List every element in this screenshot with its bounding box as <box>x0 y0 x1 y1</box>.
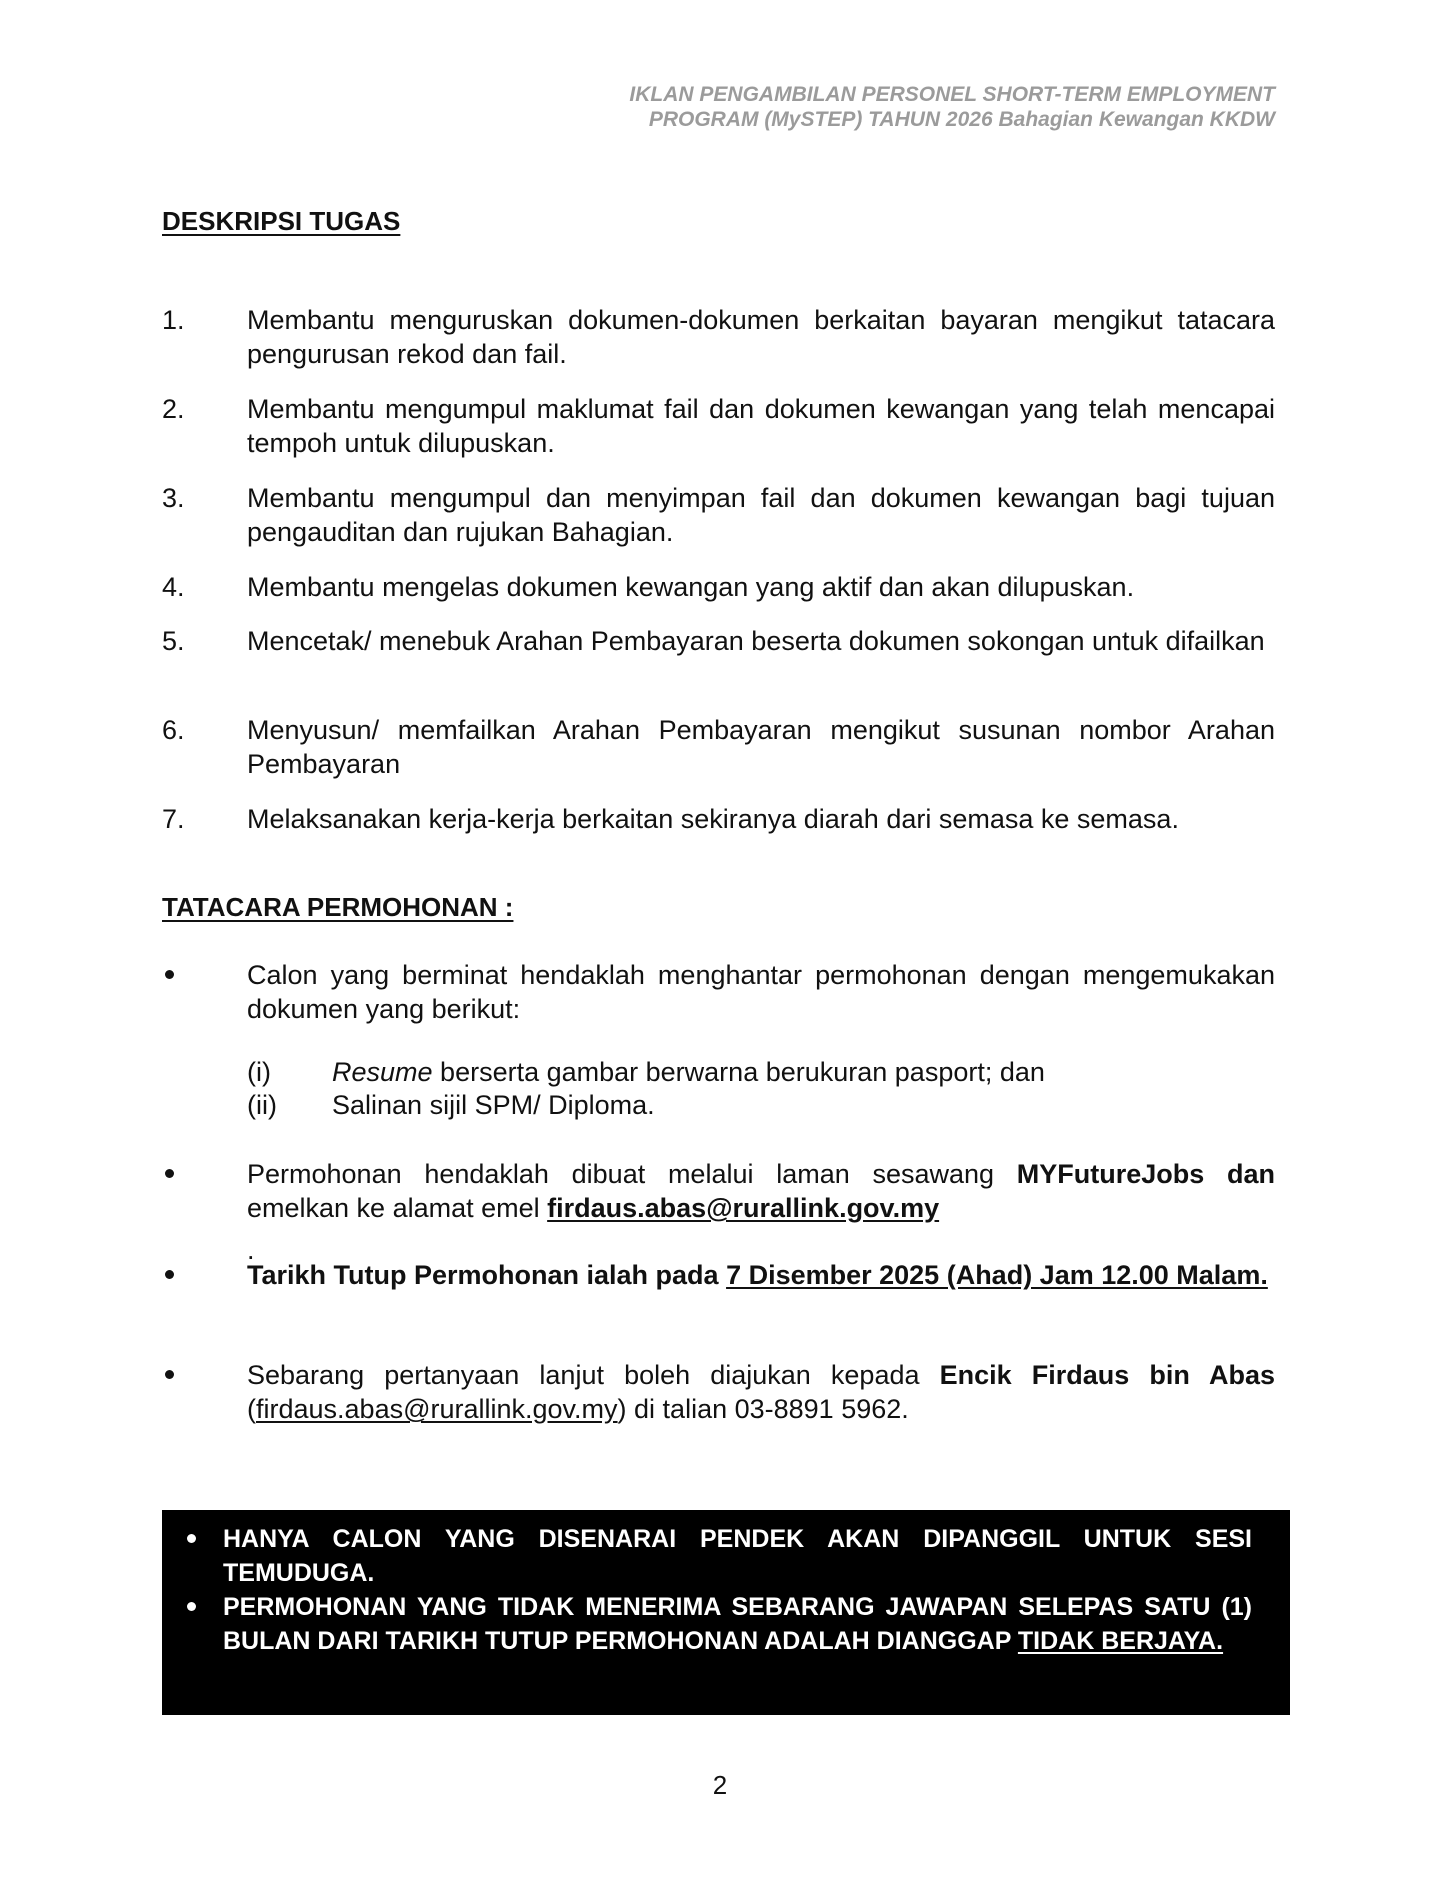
bullet-icon <box>162 1258 177 1292</box>
page-number: 2 <box>712 1770 728 1800</box>
notice-text: HANYA CALON YANG DISENARAI PENDEK AKAN DIPANGGIL UNTUK SESI TEMUDUGA. <box>223 1525 1252 1587</box>
application-bullet-submission <box>162 1157 1275 1267</box>
item-text-rest: berserta gambar berwarna berukuran pasport; dan <box>432 1057 1045 1087</box>
task-text: Membantu menguruskan dokumen-dokumen berkaitan bayaran mengikut tatacara pengurusan rekod dan fail. <box>247 305 1275 369</box>
contact-email-link[interactable]: firdaus.abas@rurallink.gov.my <box>256 1394 618 1424</box>
task-number: 2. <box>162 394 185 424</box>
bullet-text <box>247 1157 1275 1225</box>
task-item-4 <box>162 570 1275 604</box>
task-item-5 <box>162 624 1275 658</box>
task-number: 5. <box>162 626 185 656</box>
task-text: Menyusun/ memfailkan Arahan Pembayaran mengikut susunan nombor Arahan Pembayaran <box>247 715 1275 779</box>
task-number: 4. <box>162 572 185 602</box>
stray-period: . <box>247 1235 255 1265</box>
item-text <box>332 1056 1045 1089</box>
task-item-3 <box>162 481 1275 549</box>
closing-date-value: 7 Disember 2025 (Ahad) Jam 12.00 Malam. <box>726 1260 1268 1290</box>
task-number: 1. <box>162 305 185 335</box>
notice-item-no-response <box>187 1590 1252 1658</box>
bullet-icon <box>162 1157 177 1191</box>
contact-person: Encik Firdaus bin Abas <box>939 1360 1275 1390</box>
task-item-2 <box>162 392 1275 460</box>
bullet-icon <box>187 1522 197 1556</box>
important-notice-box <box>162 1510 1290 1715</box>
item-label: (ii) <box>247 1090 277 1120</box>
closing-date-label: Tarikh Tutup Permohonan ialah pada <box>247 1260 727 1290</box>
application-bullet-closing-date <box>162 1258 1275 1292</box>
task-item-7 <box>162 802 1275 836</box>
email-link[interactable]: firdaus.abas@rurallink.gov.my <box>547 1193 940 1223</box>
enquiries-text <box>247 1358 1275 1426</box>
bullet-icon <box>162 1358 177 1392</box>
myfuturejobs-text: MYFutureJobs dan <box>1016 1159 1275 1189</box>
application-bullet-documents <box>162 958 1275 1026</box>
task-text: Melaksanakan kerja-kerja berkaitan sekiranya diarah dari semasa ke semasa. <box>247 804 1179 834</box>
task-item-6 <box>162 713 1275 781</box>
bullet-icon <box>162 958 177 992</box>
document-header <box>475 82 1275 132</box>
task-number: 6. <box>162 715 185 745</box>
item-label: (i) <box>247 1057 271 1087</box>
task-item-1 <box>162 303 1275 371</box>
closing-date-text <box>247 1258 1275 1292</box>
submission-text: Permohonan hendaklah dibuat melalui laman sesawang <box>247 1159 1017 1189</box>
contact-phone-text: ) di talian 03-8891 5962. <box>617 1394 909 1424</box>
tatacara-permohonan-heading: TATACARA PERMOHONAN : <box>162 892 514 922</box>
enquiries-label: Sebarang pertanyaan lanjut boleh diajukan kepada <box>247 1360 940 1390</box>
submission-text-2: emelkan ke alamat emel <box>247 1193 548 1223</box>
notice-text: PERMOHONAN YANG TIDAK MENERIMA SEBARANG JAWAPAN SELEPAS SATU (1) BULAN DARI TARIKH TUTUP PERMOHONAN ADALAH DIANGGAP <box>223 1593 1252 1655</box>
deskripsi-tugas-heading: DESKRIPSI TUGAS <box>162 206 401 236</box>
header-line-2: PROGRAM (MySTEP) TAHUN 2026 Bahagian Kewangan KKDW <box>648 108 1275 131</box>
bullet-text: Calon yang berminat hendaklah menghantar permohonan dengan mengemukakan dokumen yang berikut: <box>247 960 1275 1024</box>
task-text: Membantu mengumpul dan menyimpan fail dan dokumen kewangan bagi tujuan pengauditan dan rujukan Bahagian. <box>247 483 1275 547</box>
bullet-icon <box>187 1590 197 1624</box>
task-text: Mencetak/ menebuk Arahan Pembayaran beserta dokumen sokongan untuk difailkan <box>247 626 1265 656</box>
item-text: Salinan sijil SPM/ Diploma. <box>332 1090 655 1120</box>
notice-text-underlined: TIDAK BERJAYA. <box>1017 1627 1224 1655</box>
task-text: Membantu mengumpul maklumat fail dan dokumen kewangan yang telah mencapai tempoh untuk dilupuskan. <box>247 394 1275 458</box>
task-number: 7. <box>162 804 185 834</box>
task-text: Membantu mengelas dokumen kewangan yang aktif dan akan dilupuskan. <box>247 572 1135 602</box>
paren-open: ( <box>247 1394 256 1424</box>
item-text-italic: Resume <box>332 1057 433 1087</box>
header-line-1: IKLAN PENGAMBILAN PERSONEL SHORT-TERM EMPLOYMENT <box>629 83 1275 106</box>
task-number: 3. <box>162 483 185 513</box>
notice-item-shortlist <box>187 1522 1252 1590</box>
application-bullet-enquiries <box>162 1358 1275 1426</box>
